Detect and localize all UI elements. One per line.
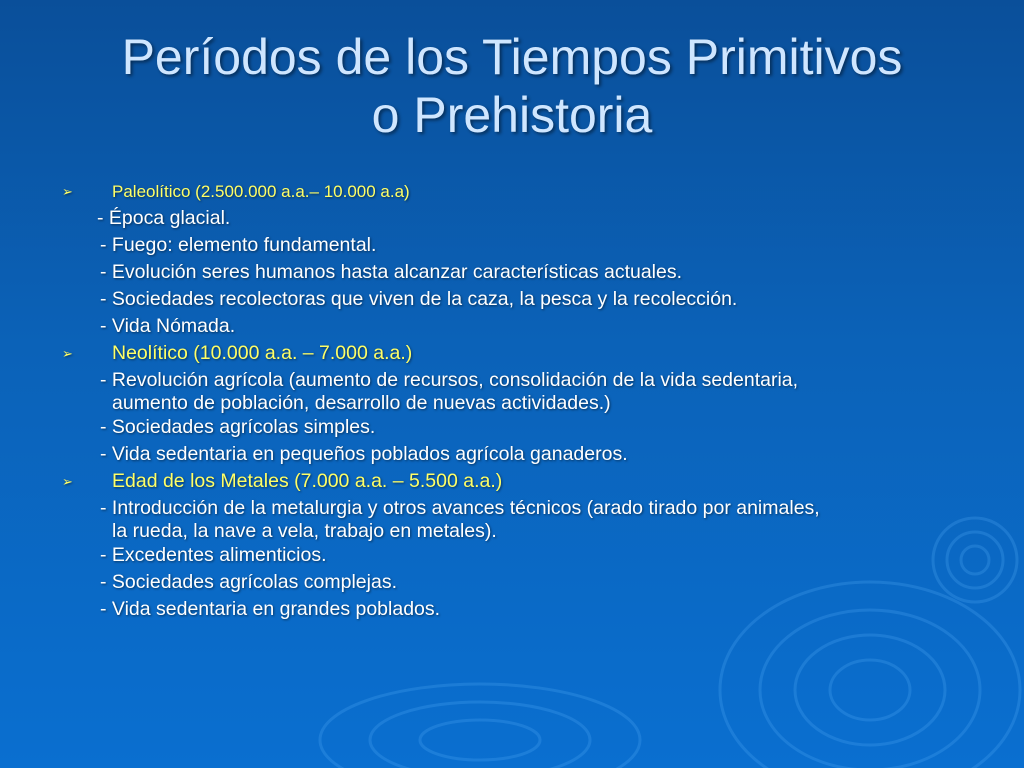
section-heading-text: Paleolítico (2.500.000 a.a.– 10.000 a.a) xyxy=(112,182,410,201)
list-item: - Época glacial. xyxy=(97,207,231,229)
list-item: - Fuego: elemento fundamental. xyxy=(100,234,377,256)
section-heading-neolitico xyxy=(60,340,980,367)
list-item: - Vida sedentaria en pequeños poblados agrícola ganaderos. xyxy=(100,443,628,465)
list-item: - Vida sedentaria en grandes poblados. xyxy=(100,598,441,620)
list-item: - Vida Nómada. xyxy=(100,315,236,337)
arrow-bullet-icon: ➢ xyxy=(62,346,73,361)
list-item: - Sociedades recolectoras que viven de la caza, la pesca y la recolección. xyxy=(100,288,738,310)
arrow-bullet-icon: ➢ xyxy=(62,184,73,199)
section-heading-text: Edad de los Metales (7.000 a.a. – 5.500 a.a.) xyxy=(112,470,503,492)
list-item-continuation: aumento de población, desarrollo de nuevas actividades.) xyxy=(112,392,611,414)
list-item: - Sociedades agrícolas complejas. xyxy=(100,571,397,593)
list-item: - Revolución agrícola (aumento de recursos, consolidación de la vida sedentaria, xyxy=(100,369,799,391)
section-heading-paleolitico xyxy=(60,178,980,205)
list-item: - Sociedades agrícolas simples. xyxy=(100,416,376,438)
list-item: - Excedentes alimenticios. xyxy=(100,544,327,566)
slide-title-line-2: o Prehistoria xyxy=(371,87,653,143)
section-heading-edad-metales xyxy=(60,468,980,495)
list-item-continuation: la rueda, la nave a vela, trabajo en metales). xyxy=(112,520,497,542)
slide-body xyxy=(60,178,980,623)
slide-title-line-1: Períodos de los Tiempos Primitivos xyxy=(121,29,903,85)
list-item: - Introducción de la metalurgia y otros avances técnicos (arado tirado por animales, xyxy=(100,497,820,519)
list-item: - Evolución seres humanos hasta alcanzar características actuales. xyxy=(100,261,683,283)
slide-title xyxy=(0,28,1024,144)
section-heading-text: Neolítico (10.000 a.a. – 7.000 a.a.) xyxy=(112,342,413,364)
arrow-bullet-icon: ➢ xyxy=(62,474,73,489)
